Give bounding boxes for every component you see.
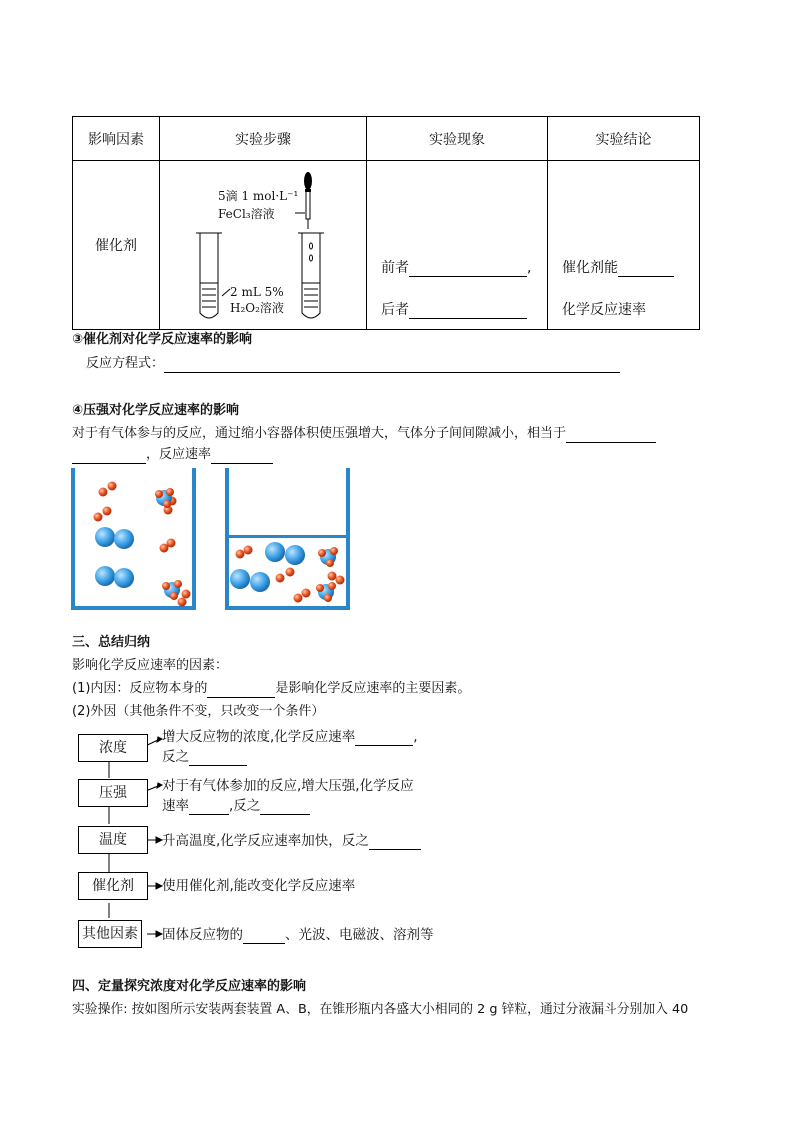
pressure-line1: 对于有气体参加的反应,增大压强,化学反应 [162, 778, 414, 794]
factor-box-concentration: 浓度 [78, 734, 148, 762]
conclusion-rate: 化学反应速率 [562, 302, 646, 318]
pressure-line2: 速率 ,反之 [162, 797, 310, 815]
summary-heading: 三、总结归纳 [72, 635, 151, 650]
internal-factor: (1)内因：反应物本身的 是影响化学反应速率的主要因素。 [72, 681, 471, 696]
summary-intro: 影响化学反应速率的因素： [72, 658, 229, 673]
conclusion-cell [548, 161, 700, 330]
header-phenomenon: 实验现象 [367, 117, 548, 161]
phenomenon-former: 前者 , [381, 260, 532, 276]
blank-line [207, 683, 275, 698]
header-factor: 影响因素 [73, 117, 160, 161]
conclusion-catalyst: 催化剂能 [562, 259, 674, 277]
other-factors-line: 固体反应物的 、光波、电磁波、溶剂等 [162, 927, 434, 943]
section4-line2: ，反应速率 [72, 446, 273, 464]
blank-line [409, 262, 527, 277]
header-steps: 实验步骤 [160, 117, 367, 161]
phenomenon-latter: 后者 [381, 301, 527, 319]
blank-line [211, 449, 273, 464]
section3-heading: ③催化剂对化学反应速率的影响 [72, 332, 253, 347]
tube-label-reagent: H₂O₂溶液 [230, 301, 284, 315]
blank-line [409, 304, 527, 319]
large-container [73, 468, 194, 608]
dropper-label-reagent: FeCl₃溶液 [218, 207, 275, 221]
blank-line [243, 929, 285, 944]
blank-line [260, 800, 310, 815]
section4-line1: 对于有气体参与的反应，通过缩小容器体积使压强增大，气体分子间间隙减小，相当于 [72, 425, 656, 443]
dropper-label-concentration: 5滴 1 mol·L⁻¹ [218, 189, 299, 203]
section4-heading: ④压强对化学反应速率的影响 [72, 403, 240, 418]
factor-box-other: 其他因素 [78, 920, 142, 948]
concentration-line1: 增大反应物的浓度,化学反应速率 , [162, 729, 418, 745]
blank-line [355, 731, 413, 746]
compressed-container [227, 468, 348, 608]
factor-box-temperature: 温度 [78, 826, 148, 854]
section-four-heading: 四、定量探究浓度对化学反应速率的影响 [72, 979, 307, 994]
concentration-line2: 反之 [162, 748, 247, 766]
experiment-table [72, 116, 700, 330]
blank-line [189, 751, 247, 766]
blank-line [189, 800, 229, 815]
factor-cell: 催化剂 [73, 161, 160, 330]
blank-line [72, 449, 146, 464]
blank-line [618, 262, 674, 277]
factor-box-catalyst: 催化剂 [78, 872, 148, 900]
header-conclusion: 实验结论 [548, 117, 700, 161]
tube-label-volume: 2 mL 5% [230, 285, 284, 299]
equation-line: 反应方程式： [86, 355, 620, 373]
temperature-line: 升高温度,化学反应速率加快，反之 [162, 832, 421, 850]
blank-line [164, 358, 620, 373]
blank-line [566, 428, 656, 443]
catalyst-line: 使用催化剂,能改变化学反应速率 [162, 878, 356, 894]
section-four-text: 实验操作: 按如图所示安装两套装置 A、B，在锥形瓶内各盛大小相同的 2 g 锌粒，通过分液漏斗分别加入 40 [72, 1002, 689, 1017]
external-factor: (2)外因（其他条件不变，只改变一个条件） [72, 704, 325, 719]
steps-cell [160, 161, 367, 330]
phenomenon-cell [367, 161, 548, 330]
blank-line [369, 835, 421, 850]
factor-box-pressure: 压强 [78, 779, 148, 807]
pressure-diagram [70, 468, 352, 612]
